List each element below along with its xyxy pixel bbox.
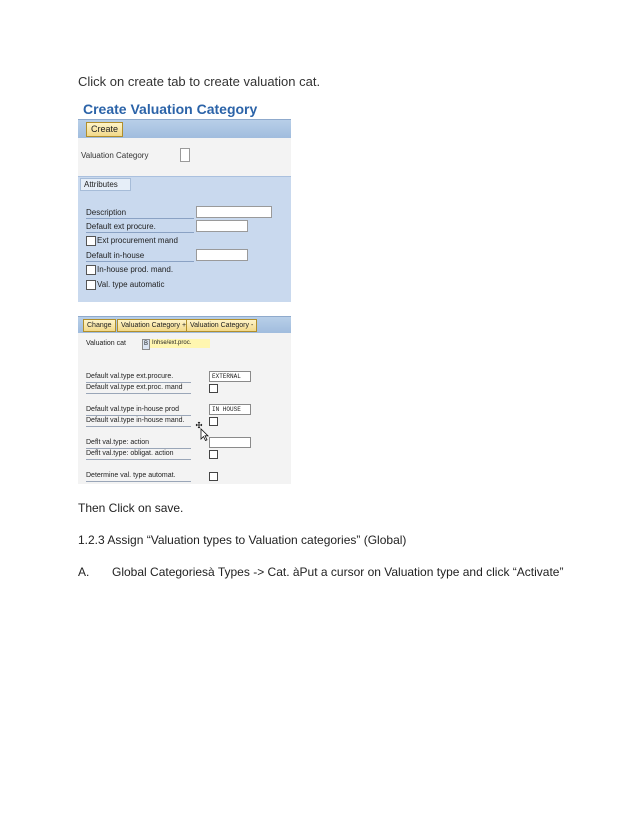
description-label: Description bbox=[86, 208, 127, 217]
valuation-cat-code[interactable]: B bbox=[142, 339, 150, 350]
valuation-category-label: Valuation Category bbox=[81, 151, 149, 160]
default-ext-procure-label: Default val.type ext.procure. bbox=[86, 373, 174, 380]
ext-procurement-mand-label: Ext procurement mand bbox=[97, 236, 178, 245]
row-underline bbox=[86, 218, 194, 219]
deflt-obligat-action-label: Deflt val.type: obligat. action bbox=[86, 450, 174, 457]
default-ext-procure-label: Default ext procure. bbox=[86, 222, 156, 231]
after-text: Then Click on save. bbox=[78, 501, 184, 515]
default-inhouse-label: Default in-house bbox=[86, 251, 145, 260]
create-button[interactable]: Create bbox=[86, 122, 123, 137]
valuation-cat-label: Valuation cat bbox=[86, 340, 126, 347]
row-underline bbox=[86, 426, 191, 427]
default-inhouse-mand-checkbox[interactable] bbox=[209, 417, 218, 426]
detail-area bbox=[78, 333, 291, 484]
valuation-category-input[interactable] bbox=[180, 148, 190, 162]
inhouse-prod-mand-checkbox[interactable] bbox=[86, 265, 96, 275]
change-button[interactable]: Change bbox=[83, 319, 116, 332]
deflt-obligat-action-checkbox[interactable] bbox=[209, 450, 218, 459]
deflt-action-label: Deflt val.type: action bbox=[86, 439, 150, 446]
determine-automat-checkbox[interactable] bbox=[209, 472, 218, 481]
row-underline bbox=[86, 415, 191, 416]
valuation-cat-text: Inhse/ext.proc. bbox=[150, 339, 210, 348]
header-area bbox=[78, 138, 291, 176]
row-underline bbox=[86, 261, 194, 262]
default-ext-procure-input[interactable] bbox=[196, 220, 248, 232]
default-ext-proc-mand-label: Default val.type ext.proc. mand bbox=[86, 384, 183, 391]
val-type-automatic-label: Val. type automatic bbox=[97, 280, 165, 289]
val-type-automatic-checkbox[interactable] bbox=[86, 280, 96, 290]
row-underline bbox=[86, 232, 194, 233]
row-underline bbox=[86, 481, 191, 482]
mouse-cursor-icon bbox=[195, 421, 209, 441]
description-input[interactable] bbox=[196, 206, 272, 218]
screen-title: Create Valuation Category bbox=[83, 101, 258, 117]
determine-automat-label: Determine val. type automat. bbox=[86, 472, 176, 479]
toolbar bbox=[78, 119, 291, 139]
ext-procurement-mand-checkbox[interactable] bbox=[86, 236, 96, 246]
row-underline bbox=[86, 448, 191, 449]
toolbar bbox=[78, 316, 291, 334]
attributes-panel bbox=[78, 176, 291, 302]
row-underline bbox=[86, 393, 191, 394]
create-valuation-category-screenshot bbox=[78, 98, 291, 301]
default-inhouse-input[interactable] bbox=[196, 249, 248, 261]
valuation-category-minus-button[interactable]: Valuation Category - bbox=[186, 319, 257, 332]
row-underline bbox=[86, 459, 191, 460]
default-inhouse-prod-input[interactable]: IN HOUSE bbox=[209, 404, 251, 415]
attributes-tab[interactable]: Attributes bbox=[80, 178, 131, 191]
default-ext-procure-input[interactable]: EXTERNAL bbox=[209, 371, 251, 382]
deflt-action-input[interactable] bbox=[209, 437, 251, 448]
change-valuation-category-screenshot bbox=[78, 316, 291, 484]
default-inhouse-prod-label: Default val.type in-house prod bbox=[86, 406, 179, 413]
row-underline bbox=[86, 382, 191, 383]
inhouse-prod-mand-label: In-house prod. mand. bbox=[97, 265, 174, 274]
step-text: Global Categoriesà Types -> Cat. àPut a cursor on Valuation type and click “Activate” bbox=[112, 565, 564, 579]
default-inhouse-mand-label: Default val.type in-house mand. bbox=[86, 417, 185, 424]
default-ext-proc-mand-checkbox[interactable] bbox=[209, 384, 218, 393]
step-letter: A. bbox=[78, 565, 90, 579]
caption-text: Click on create tab to create valuation cat. bbox=[78, 74, 321, 89]
section-heading: 1.2.3 Assign “Valuation types to Valuation categories” (Global) bbox=[78, 533, 407, 547]
valuation-category-plus-button[interactable]: Valuation Category + bbox=[117, 319, 190, 332]
